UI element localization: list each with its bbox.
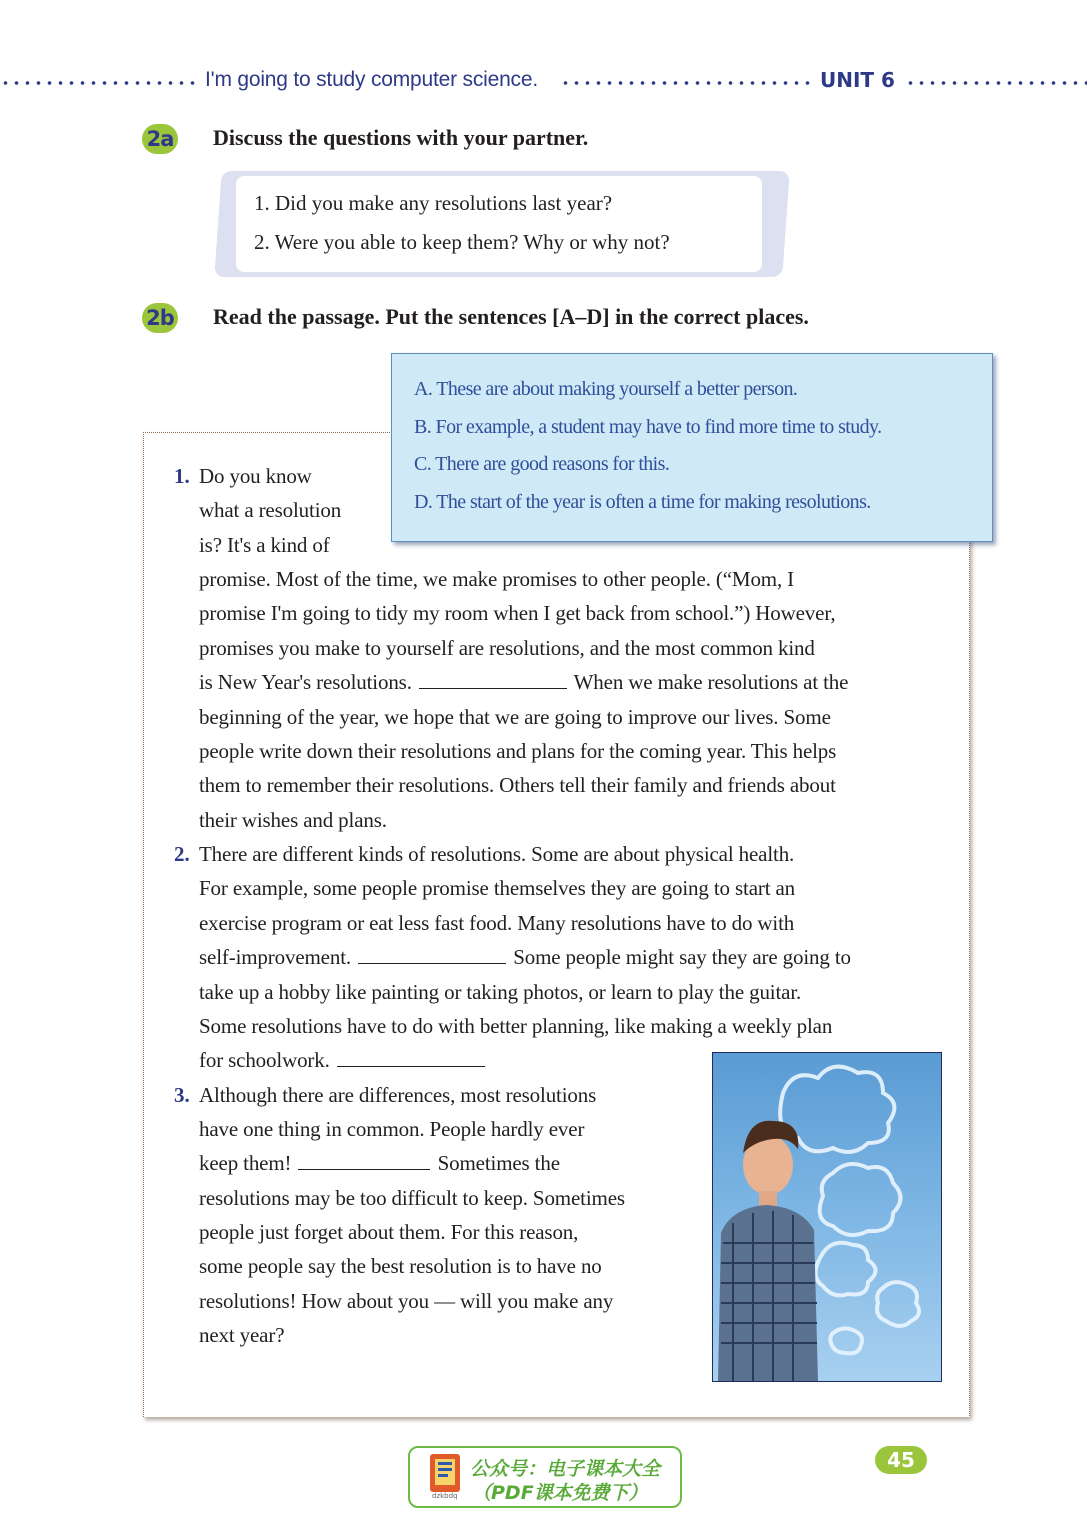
header-dots-left (0, 80, 200, 86)
passage-line: For example, some people promise themselves they are going to start an (199, 876, 796, 900)
logo-label: dzkbdq (432, 1492, 458, 1500)
passage-text: keep them! (199, 1151, 292, 1175)
passage-line: exercise program or eat less fast food. Many resolutions have to do with (199, 911, 795, 935)
passage-line: promise I'm going to tidy my room when I get back from school.”) However, (199, 601, 836, 625)
passage-line: take up a hobby like painting or taking photos, or learn to play the guitar. (199, 980, 802, 1004)
passage-line: people just forget about them. For this reason, (199, 1220, 579, 1244)
passage-text: for schoolwork. (199, 1048, 330, 1072)
passage-frame-edge (965, 540, 970, 1416)
sentence-a: A. These are about making yourself a better person. (414, 378, 798, 400)
wechat-line-2: （PDF课本免费下） (472, 1482, 648, 1504)
passage-line: promise. Most of the time, we make promises to other people. (“Mom, I (199, 567, 795, 591)
passage-line: Some resolutions have to do with better planning, like making a weekly plan (199, 1014, 833, 1038)
page-number: 45 (875, 1446, 927, 1474)
passage-line (199, 1151, 560, 1176)
badge-2a: 2a (142, 124, 178, 154)
answer-blank-4[interactable] (298, 1151, 430, 1170)
wechat-line-1: 公众号：电子课本大全 (470, 1458, 661, 1480)
paragraph-number-2: 2. (174, 842, 190, 866)
question-1: 1. Did you make any resolutions last year? (254, 191, 613, 215)
boy-thinking-photo (712, 1052, 942, 1382)
passage-line: their wishes and plans. (199, 808, 387, 832)
paragraph-number-3: 3. (174, 1083, 190, 1107)
passage-text: When we make resolutions at the (573, 670, 849, 694)
passage-line: have one thing in common. People hardly ever (199, 1117, 585, 1141)
answer-blank-1[interactable] (419, 670, 567, 689)
passage-line: beginning of the year, we hope that we are going to improve our lives. Some (199, 705, 831, 729)
photo-illustration (713, 1053, 941, 1381)
header-dots-middle (560, 80, 810, 86)
passage-line: them to remember their resolutions. Others tell their family and friends about (199, 773, 836, 797)
passage-text: Some people might say they are going to (513, 945, 851, 969)
badge-2b: 2b (142, 303, 178, 333)
passage-line: Do you know (199, 464, 312, 488)
passage-text: Sometimes the (437, 1151, 560, 1175)
sentence-d: D. The start of the year is often a time for making resolutions. (414, 491, 871, 513)
unit-label: UNIT 6 (820, 68, 895, 92)
passage-text: is New Year's resolutions. (199, 670, 412, 694)
wechat-banner (408, 1446, 682, 1508)
passage-line (199, 945, 851, 970)
paragraph-number-1: 1. (174, 464, 190, 488)
passage-line: what a resolution (199, 498, 342, 522)
passage-line: is? It's a kind of (199, 533, 330, 557)
answer-blank-2[interactable] (358, 945, 506, 964)
passage-line: some people say the best resolution is to have no (199, 1254, 602, 1278)
passage-line (199, 1048, 487, 1073)
question-2: 2. Were you able to keep them? Why or why not? (254, 230, 670, 254)
passage-line: next year? (199, 1323, 285, 1347)
passage-line: people write down their resolutions and plans for the coming year. This helps (199, 739, 837, 763)
sentence-b: B. For example, a student may have to find more time to study. (414, 416, 882, 438)
passage-line: resolutions may be too difficult to keep. Sometimes (199, 1186, 625, 1210)
passage-text: self-improvement. (199, 945, 351, 969)
header-title: I'm going to study computer science. (205, 68, 538, 91)
instruction-2a: Discuss the questions with your partner. (213, 125, 589, 150)
instruction-2b: Read the passage. Put the sentences [A–D] in the correct places. (213, 304, 809, 329)
header-dots-right (905, 80, 1087, 86)
sentence-c: C. There are good reasons for this. (414, 453, 670, 475)
passage-line: promises you make to yourself are resolutions, and the most common kind (199, 636, 815, 660)
passage-line: resolutions! How about you — will you make any (199, 1289, 614, 1313)
passage-line: There are different kinds of resolutions. Some are about physical health. (199, 842, 795, 866)
answer-blank-3[interactable] (337, 1048, 485, 1067)
sentence-options-box (391, 353, 993, 542)
passage-line (199, 670, 848, 695)
passage-line: Although there are differences, most resolutions (199, 1083, 597, 1107)
